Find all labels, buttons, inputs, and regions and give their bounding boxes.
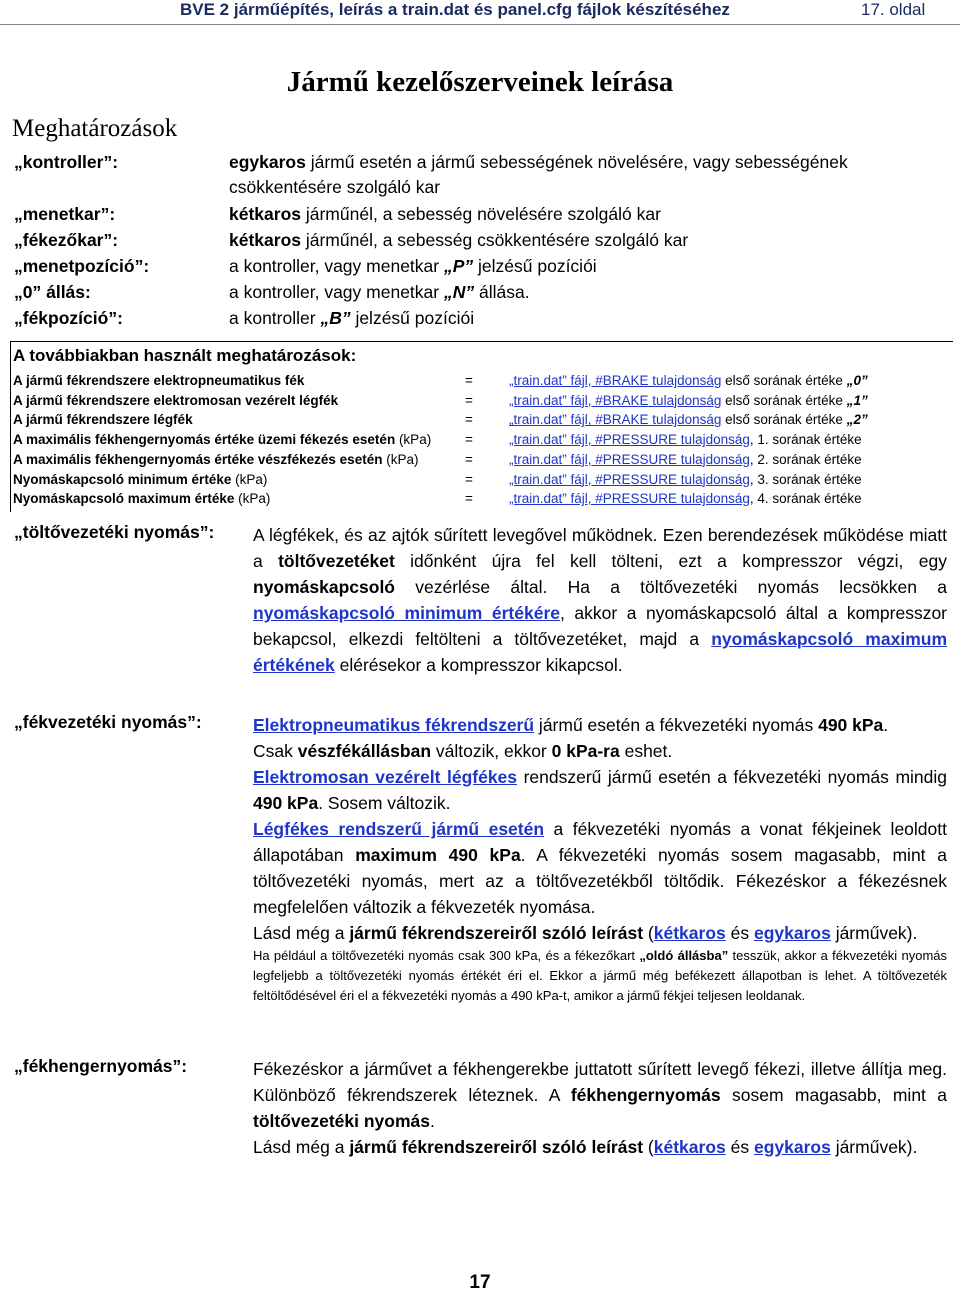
row-equals: = — [465, 373, 473, 388]
definition-term: „0” állás: — [14, 282, 91, 302]
bold-text: 490 kPa — [253, 793, 319, 813]
definition-bold: kétkaros — [229, 230, 301, 250]
text: sosem magasabb, mint a — [720, 1085, 948, 1105]
row-suffix: első sorának értéke — [721, 373, 847, 388]
row-label — [13, 430, 431, 449]
row-suffix: , 3. sorának értéke — [749, 471, 862, 487]
text: és — [725, 1137, 754, 1157]
row-unit: (kPa) — [231, 471, 268, 487]
bold-text: töltővezetéki nyomás — [253, 1111, 430, 1131]
row-equals: = — [465, 392, 473, 408]
definition-text: járműnél, a sebesség csökkentésére szolgáló kar — [301, 230, 689, 250]
paragraph — [253, 920, 947, 946]
row-file-link[interactable]: „train.dat” fájl, #PRESSURE tulajdonság — [509, 432, 750, 448]
definition-term: „fékezőkar”: — [14, 230, 119, 250]
section-term: „töltővezetéki nyomás”: — [14, 522, 215, 542]
row-label — [13, 391, 338, 410]
text: ( — [643, 923, 654, 943]
document-title: BVE 2 járműépítés, leírás a train.dat és panel.cfg fájlok készítéséhez — [180, 0, 730, 19]
definition-text: járműnél, a sebesség növelésére szolgáló kar — [301, 204, 661, 224]
row-label-text: A jármű fékrendszere légfék — [13, 412, 193, 428]
section-body — [253, 1056, 947, 1160]
paragraph — [253, 764, 947, 816]
link-ketkaros[interactable]: kétkaros — [653, 923, 726, 943]
row-suffix: , 4. sorának értéke — [749, 491, 862, 507]
row-suffix: , 1. sorának értéke — [749, 432, 862, 448]
text: A légfékek, és az ajtók sűrített levegővel működnek. Ezen berendezések működése miatt a — [253, 525, 947, 571]
bold-text: töltővezetéket — [278, 551, 395, 571]
row-label-text: A jármű fékrendszere elektromosan vezérelt légfék — [13, 392, 339, 408]
text: elérésekor a kompresszor kikapcsol. — [334, 655, 623, 675]
row-equals: = — [465, 432, 473, 448]
row-value — [509, 430, 862, 449]
row-file-link[interactable]: „train.dat” fájl, #PRESSURE tulajdonság — [509, 471, 750, 487]
definition-text: állása. — [474, 282, 530, 302]
text: Lásd még a — [253, 1137, 350, 1157]
row-key-value: „0” — [846, 373, 868, 388]
bold-text: maximum 490 kPa — [355, 845, 521, 865]
link-elektropneumatikus[interactable]: Elektropneumatikus fékrendszerű — [253, 715, 535, 735]
row-file-link[interactable]: „train.dat” fájl, #BRAKE tulajdonság — [509, 412, 722, 428]
definition-desc — [229, 150, 947, 200]
link-legfekes[interactable]: Légfékes rendszerű jármű esetén — [253, 819, 545, 839]
definition-term: „fékpozíció”: — [14, 308, 123, 328]
row-label — [13, 371, 304, 390]
row-suffix: , 2. sorának értéke — [749, 451, 862, 467]
bold-text: „oldó állásba” — [639, 948, 729, 963]
definition-key: „N” — [443, 282, 475, 302]
definition-text: a kontroller — [229, 308, 321, 328]
text: időnként újra fel kell tölteni, ezt a kompresszor végzi, egy — [394, 551, 947, 571]
row-unit: (kPa) — [382, 451, 419, 467]
paragraph — [253, 816, 947, 920]
section-body — [253, 712, 947, 1006]
text: Ha például a töltővezetéki nyomás csak 300 kPa, és a fékezőkart — [253, 948, 640, 963]
link-nyomaskapcsolo-minimum[interactable]: nyomáskapcsoló minimum értékére — [253, 603, 560, 623]
paragraph — [253, 1056, 947, 1134]
definition-desc — [229, 228, 947, 253]
definition-key: „B” — [320, 308, 351, 328]
definition-text: a kontroller, vagy menetkar — [229, 282, 444, 302]
definition-desc — [229, 202, 947, 227]
row-unit: (kPa) — [395, 432, 432, 448]
bold-text: fékhengernyomás — [570, 1085, 721, 1105]
row-equals: = — [465, 412, 473, 428]
header-divider — [0, 24, 960, 25]
paragraph — [253, 1134, 947, 1160]
paragraph — [253, 712, 947, 738]
text: ( — [643, 1137, 654, 1157]
text: és — [725, 923, 754, 943]
row-label — [13, 410, 193, 429]
row-value — [509, 410, 868, 429]
link-elektromosan-vezerelt[interactable]: Elektromosan vezérelt légfékes — [253, 767, 518, 787]
text: . — [883, 715, 889, 735]
definition-text: jelzésű pozíciói — [473, 256, 597, 276]
bold-text: jármű fékrendszereiről szóló leírást — [349, 1137, 644, 1157]
definition-term: „menetpozíció”: — [14, 256, 150, 276]
row-value — [509, 371, 868, 390]
link-egykaros[interactable]: egykaros — [753, 923, 831, 943]
definition-term: „kontroller”: — [14, 152, 119, 172]
bold-text: 0 kPa-ra — [551, 741, 620, 761]
definition-bold: egykaros — [229, 152, 306, 172]
row-label — [13, 450, 418, 469]
row-label — [13, 489, 270, 508]
definition-text: a kontroller, vagy menetkar — [229, 256, 444, 276]
row-value — [509, 450, 862, 469]
bold-text: jármű fékrendszereiről szóló leírást — [349, 923, 644, 943]
page-header — [0, 0, 960, 24]
row-value — [509, 489, 862, 508]
page-heading: Jármű kezelőszerveinek leírása — [286, 66, 674, 98]
definition-text: jelzésű pozíciói — [350, 308, 475, 328]
text: változik, ekkor — [431, 741, 552, 761]
definition-desc — [229, 306, 947, 331]
section-term: „fékhengernyomás”: — [14, 1056, 188, 1076]
row-label-text: Nyomáskapcsoló minimum értéke — [13, 471, 232, 487]
text: . Sosem változik. — [318, 793, 451, 813]
row-equals: = — [465, 471, 473, 487]
definition-key: „P” — [443, 256, 474, 276]
box-heading: A továbbiakban használt meghatározások: — [13, 346, 357, 365]
row-equals: = — [465, 451, 473, 467]
row-label-text: A jármű fékrendszere elektropneumatikus fék — [13, 373, 305, 388]
definition-desc — [229, 280, 947, 305]
section-heading: Meghatározások — [12, 115, 178, 142]
section-body — [253, 522, 947, 678]
row-suffix: első sorának értéke — [721, 412, 847, 428]
definitions-box — [10, 341, 953, 512]
text: rendszerű jármű esetén a fékvezetéki nyomás mindig — [517, 767, 947, 787]
row-unit: (kPa) — [234, 491, 271, 507]
row-file-link[interactable]: „train.dat” fájl, #PRESSURE tulajdonság — [509, 491, 750, 507]
text: a fékvezetéki nyomás a vonat fékjeinek leoldott állapotában — [253, 819, 947, 865]
text: tesszük, akkor a fékvezetéki nyomás legfeljebb a töltővezetéki nyomás értékét éri el. Ekkor a jármű még befékezett állapotban is lehet. A töltővezeték feltöltődésével éri el a fékvezetéki nyomás a 490 kPa-t, amikor a jármű fékjei teljesen leoldanak. — [253, 948, 948, 1003]
text: Lásd még a — [253, 923, 350, 943]
row-file-link[interactable]: „train.dat” fájl, #PRESSURE tulajdonság — [509, 451, 750, 467]
text: eshet. — [619, 741, 673, 761]
row-label — [13, 470, 267, 489]
paragraph — [253, 738, 947, 764]
link-egykaros[interactable]: egykaros — [753, 1137, 831, 1157]
text: jármű esetén a fékvezetéki nyomás — [534, 715, 819, 735]
row-label-text: Nyomáskapcsoló maximum értéke — [13, 491, 235, 507]
bold-text: nyomáskapcsoló — [253, 577, 395, 597]
text: Csak — [253, 741, 298, 761]
text: járművek). — [830, 923, 918, 943]
note-paragraph — [253, 946, 947, 1006]
row-value — [509, 470, 862, 489]
row-key-value: „1” — [846, 392, 868, 408]
page-label: 17. oldal — [861, 0, 926, 19]
row-file-link[interactable]: „train.dat” fájl, #BRAKE tulajdonság — [509, 392, 722, 408]
link-ketkaros[interactable]: kétkaros — [653, 1137, 726, 1157]
row-file-link[interactable]: „train.dat” fájl, #BRAKE tulajdonság — [509, 373, 722, 388]
row-suffix: első sorának értéke — [721, 392, 847, 408]
text: járművek). — [830, 1137, 918, 1157]
row-key-value: „2” — [846, 412, 868, 428]
section-term: „fékvezetéki nyomás”: — [14, 712, 202, 732]
text: . A fékvezetéki nyomás sosem magasabb, mint a töltővezetéki nyomás, mert az a töltővezetékből töltődik. Fékezéskor a fékezésnek megfelelően változik a fékvezeték nyomása. — [253, 845, 947, 917]
text: Fékezéskor a járművet a fékhengerekbe juttatott sűrített levegő fékezi, illetve állítja meg. Különböző fékrendszerek léteznek. A — [253, 1059, 947, 1105]
text: . — [430, 1111, 435, 1131]
bold-text: vészfékállásban — [297, 741, 432, 761]
definition-term: „menetkar”: — [14, 204, 116, 224]
row-equals: = — [465, 491, 473, 507]
definition-text: jármű esetén a jármű sebességének növelésére, vagy sebességének csökkentésére szolgáló kar — [229, 152, 848, 197]
page-number: 17 — [469, 1272, 491, 1293]
link-nyomaskapcsolo-maximum[interactable]: nyomáskapcsoló maximum értékének — [253, 629, 948, 675]
text: vezérlése által. Ha a töltővezetéki nyomás lecsökken a — [395, 577, 947, 597]
bold-text: 490 kPa — [818, 715, 884, 735]
row-value — [509, 391, 868, 410]
row-label-text: A maximális fékhengernyomás értéke vészfékezés esetén — [13, 451, 383, 467]
definition-desc — [229, 254, 947, 279]
row-label-text: A maximális fékhengernyomás értéke üzemi fékezés esetén — [13, 432, 396, 448]
definition-bold: kétkaros — [229, 204, 301, 224]
text: , akkor a nyomáskapcsoló által a kompresszor bekapcsol, elkezdi feltölteni a töltővezetéket, majd a — [253, 603, 948, 649]
